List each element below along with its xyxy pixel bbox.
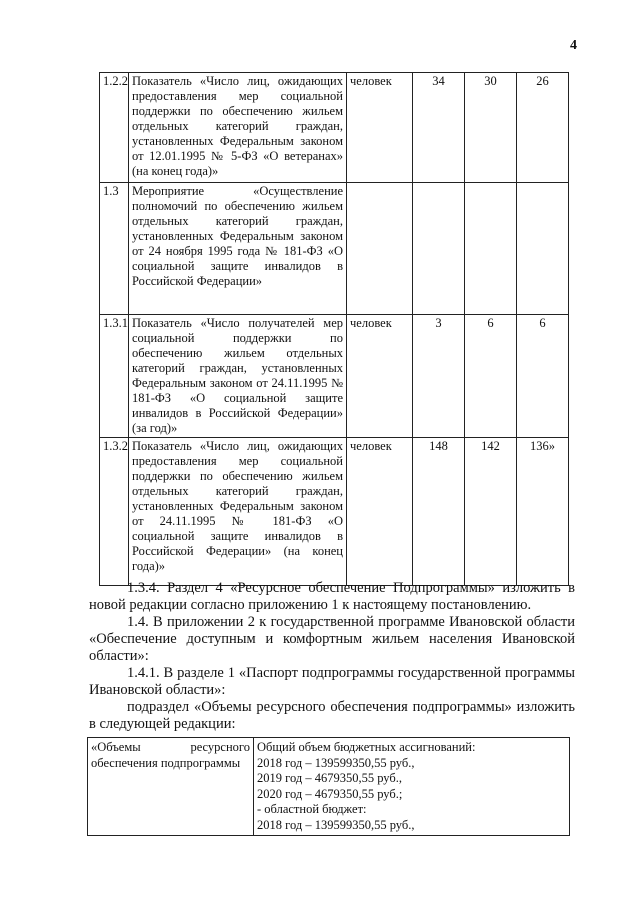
row-number: 1.3: [100, 183, 129, 315]
row-description: Показатель «Число лиц, ожидающих предоставления мер социальной поддержки по обеспечению жильем отдельных категорий граждан, установленных Федеральным законом от 24.11.1995 № 181-ФЗ «О социальной защите инвалидов в Российской Федерации» (на конец года)»: [129, 438, 347, 586]
table-row: [100, 73, 569, 183]
value-2020: 6: [517, 315, 569, 438]
resource-label: «Объемы ресурсного обеспечения подпрограммы: [88, 738, 254, 836]
row-number: 1.3.1: [100, 315, 129, 438]
resource-values: [254, 738, 570, 836]
table-row: [100, 183, 569, 315]
body-text: [89, 580, 575, 733]
row-unit: человек: [347, 315, 413, 438]
row-unit: человек: [347, 438, 413, 586]
resource-line: 2018 год – 139599350,55 руб.,: [257, 817, 415, 832]
resource-line: - областной бюджет:: [257, 802, 367, 816]
row-unit: человек: [347, 73, 413, 183]
resource-line: 2020 год – 4679350,55 руб.;: [257, 786, 403, 801]
value-2018: [413, 183, 465, 315]
page-number: 4: [570, 38, 577, 53]
value-2018: 34: [413, 73, 465, 183]
value-2019: 6: [465, 315, 517, 438]
row-description: Показатель «Число лиц, ожидающих предоставления мер социальной поддержки по обеспечению жильем отдельных категорий граждан, установленных Федеральным законом от 12.01.1995 № 5-ФЗ «О ветеранах» (на конец года)»: [129, 73, 347, 183]
value-2020: 136»: [517, 438, 569, 586]
value-2020: 26: [517, 73, 569, 183]
table-row: [100, 315, 569, 438]
row-number: 1.2.2: [100, 73, 129, 183]
row-unit: [347, 183, 413, 315]
resource-table: [87, 737, 570, 836]
resource-line: 2019 год – 4679350,55 руб.,: [257, 771, 402, 785]
indicators-table: [99, 72, 569, 586]
row-description: Показатель «Число получателей мер социальной поддержки по обеспечению жильем отдельных категорий граждан, установленных Федеральным законом от 24.11.1995 № 181-ФЗ «О социальной защите инвалидов в Российской Федерации» (за год)»: [129, 315, 347, 438]
row-description: Мероприятие «Осуществление полномочий по обеспечению жильем отдельных категорий граждан, установленных Федеральным законом от 24 ноября 1995 года № 181-ФЗ «О социальной защите инвалидов в Российской Федерации»: [129, 183, 347, 315]
paragraph: подраздел «Объемы ресурсного обеспечения подпрограммы» изложить в следующей редакции:: [89, 699, 575, 732]
value-2018: 148: [413, 438, 465, 586]
value-2019: [465, 183, 517, 315]
value-2020: [517, 183, 569, 315]
value-2019: 30: [465, 73, 517, 183]
resource-line: 2018 год – 139599350,55 руб.,: [257, 755, 415, 770]
paragraph: 1.4. В приложении 2 к государственной программе Ивановской области «Обеспечение доступным и комфортным жильем населения Ивановской области»:: [89, 614, 575, 664]
value-2019: 142: [465, 438, 517, 586]
table-row: [88, 738, 570, 836]
paragraph: 1.4.1. В разделе 1 «Паспорт подпрограммы государственной программы Ивановской области»:: [89, 665, 575, 698]
paragraph: 1.3.4. Раздел 4 «Ресурсное обеспечение Подпрограммы» изложить в новой редакции согласно приложению 1 к настоящему постановлению.: [89, 580, 575, 613]
row-number: 1.3.2: [100, 438, 129, 586]
table-row: [100, 438, 569, 586]
resource-line: Общий объем бюджетных ассигнований:: [257, 740, 476, 754]
value-2018: 3: [413, 315, 465, 438]
